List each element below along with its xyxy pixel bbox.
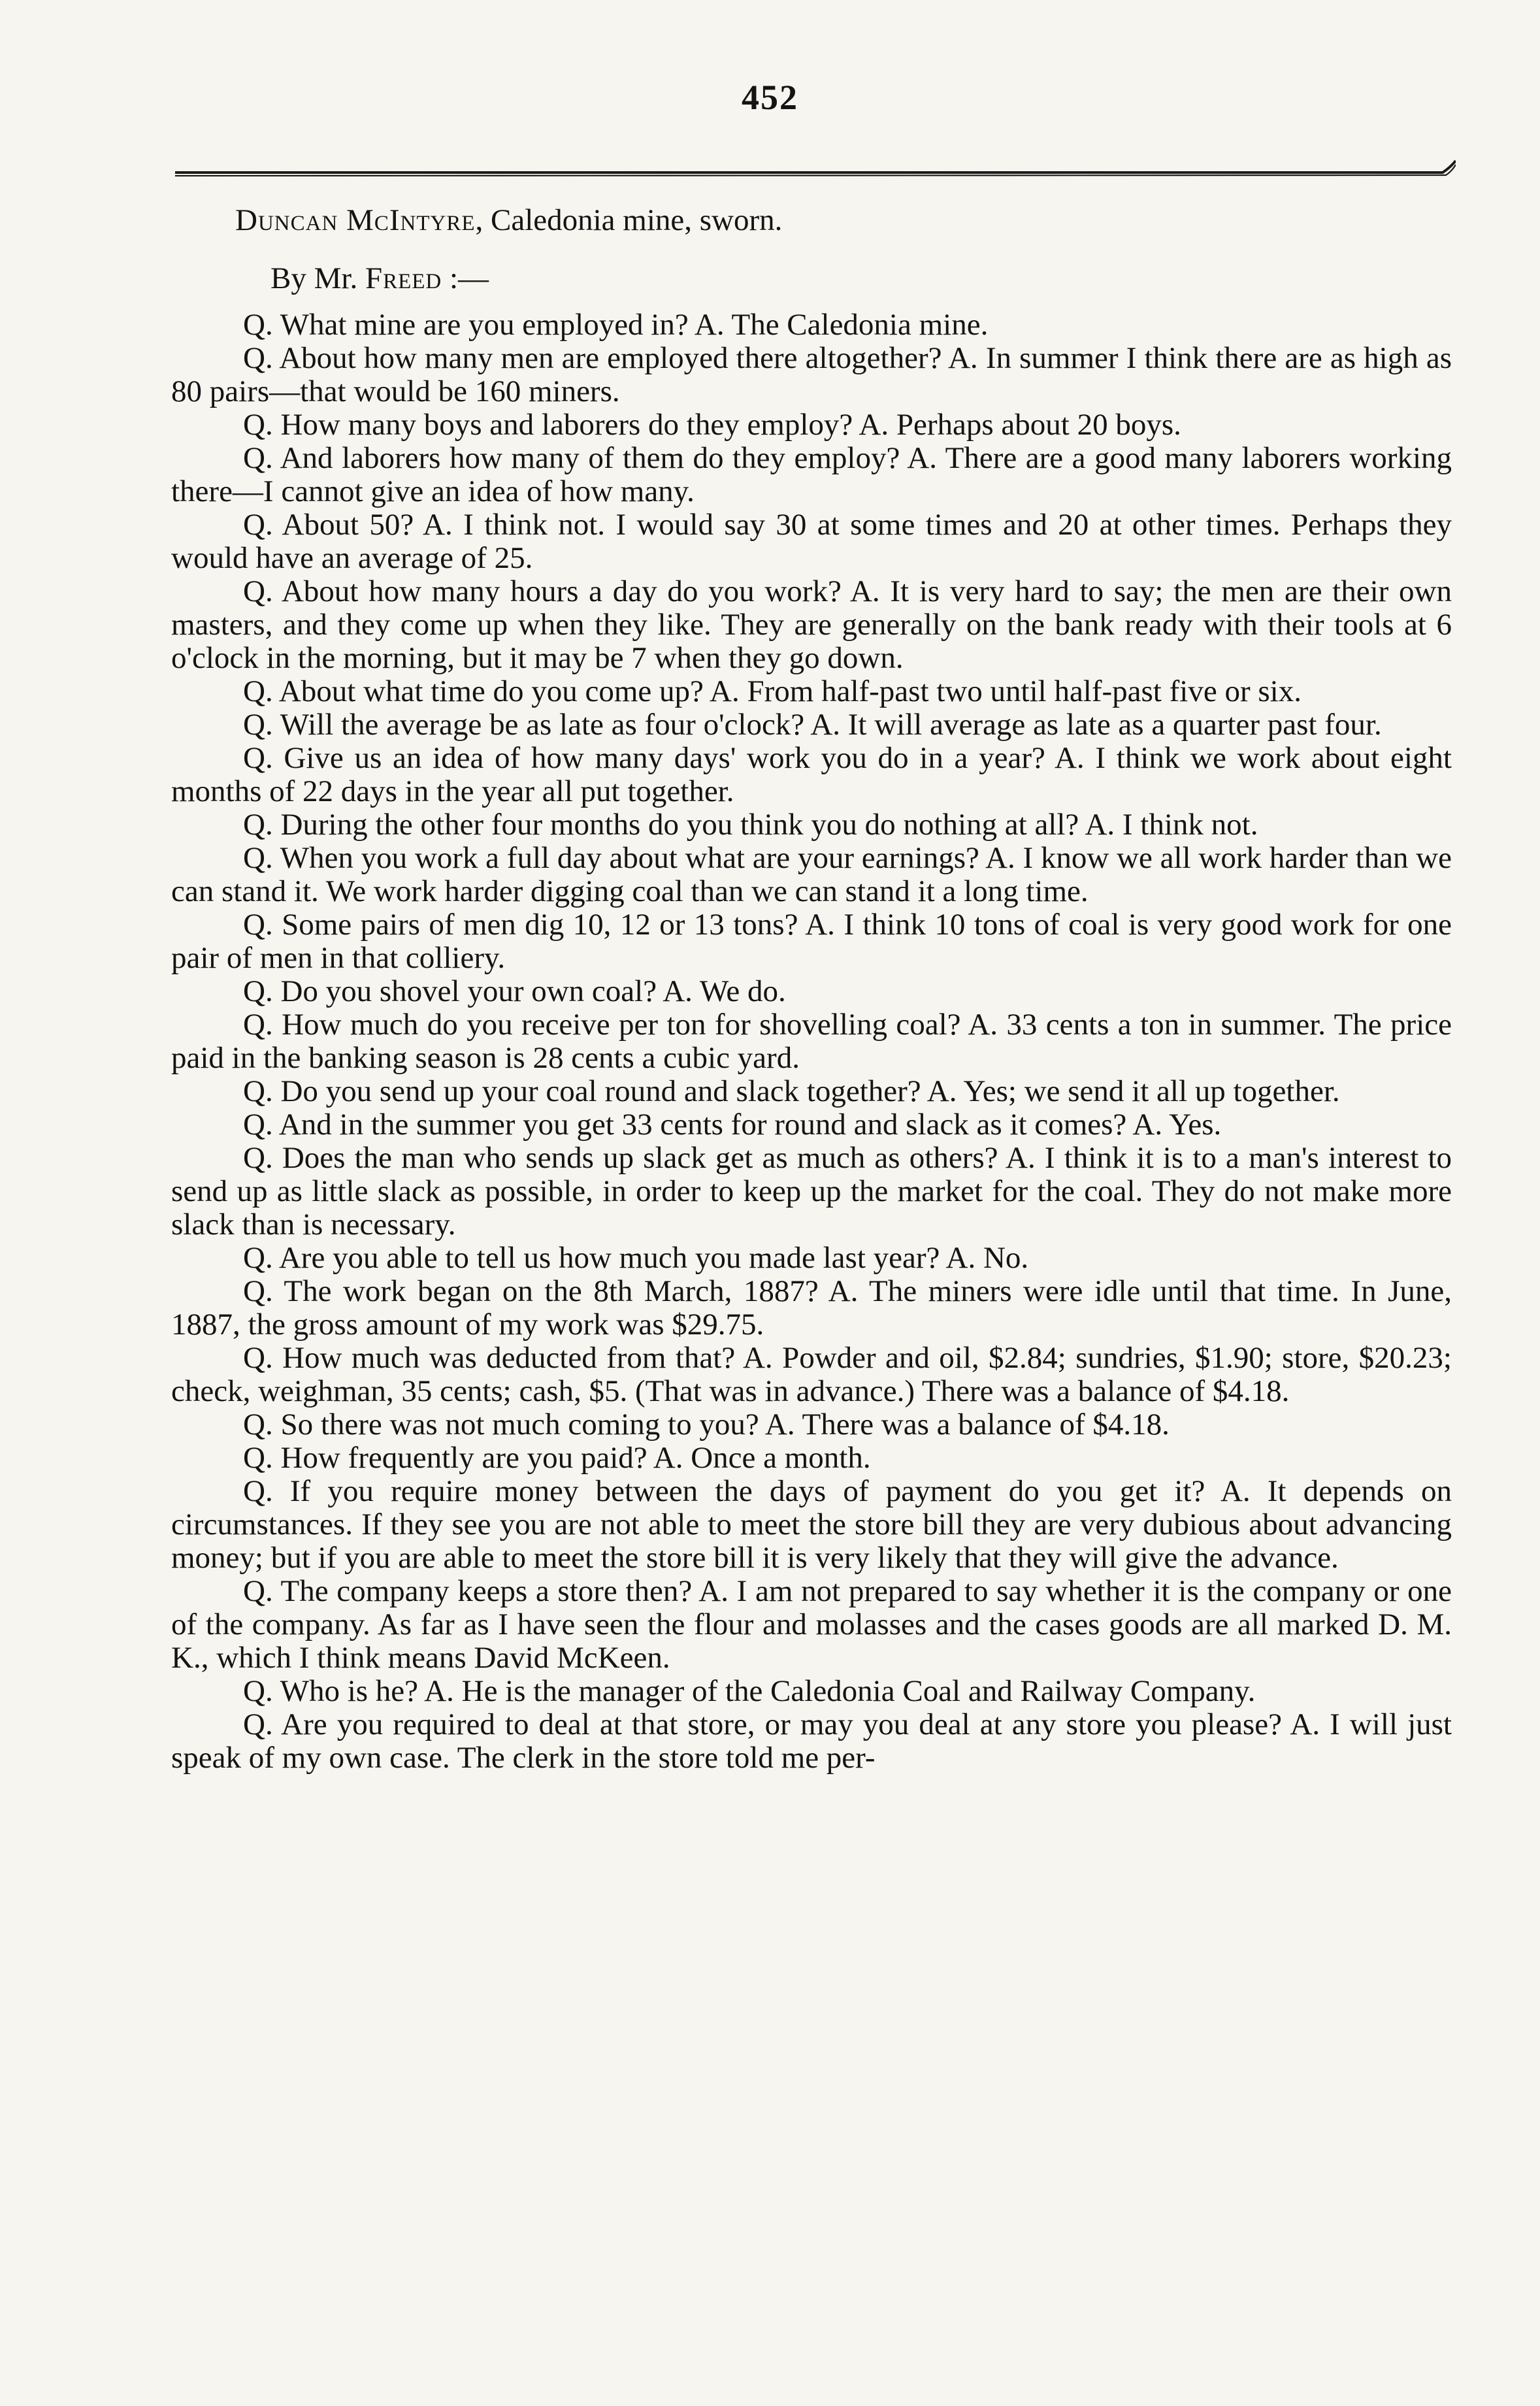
witness-details: , Caledonia mine, sworn. [475, 203, 783, 237]
testimony-paragraph: Q. How much was deducted from that? A. Powder and oil, $2.84; sundries, $1.90; store, $20.23; check, weighman, 35 cents; cash, $5. (That was in advance.) There was a balance of $4.18. [171, 1341, 1452, 1408]
testimony-paragraph: Q. Are you required to deal at that store, or may you deal at any store you please? A. I will just speak of my own case. The clerk in the store told me per- [171, 1707, 1452, 1775]
examiner-name: Freed [365, 261, 442, 295]
testimony-paragraph: Q. The company keeps a store then? A. I am not prepared to say whether it is the company or one of the company. As far as I have seen the flour and molasses and the cases goods are all marked D. M. K., which I think means David McKeen. [171, 1574, 1452, 1675]
testimony-paragraph: Q. If you require money between the days of payment do you get it? A. It depends on circumstances. If they see you are not able to meet the store bill they are very dubious about advancing money; but if you are able to meet the store bill it is very likely that they will give the advance. [171, 1474, 1452, 1575]
testimony-paragraph: Q. How much do you receive per ton for shovelling coal? A. 33 cents a ton in summer. The price paid in the banking season is 28 cents a cubic yard. [171, 1008, 1452, 1075]
testimony-paragraph: Q. How frequently are you paid? A. Once a month. [243, 1441, 871, 1475]
testimony-paragraph: Q. During the other four months do you think you do nothing at all? A. I think not. [243, 808, 1258, 842]
witness-heading [235, 204, 1452, 237]
header-rule [175, 156, 1456, 180]
testimony-paragraph: Q. When you work a full day about what are your earnings? A. I know we all work harder than we can stand it. We work harder digging coal than we can stand it a long time. [171, 841, 1452, 908]
testimony-paragraph: Q. What mine are you employed in? A. The Caledonia mine. [243, 308, 989, 342]
page-body [171, 204, 1452, 1775]
testimony-paragraph: Q. So there was not much coming to you? A. There was a balance of $4.18. [243, 1408, 1170, 1442]
examiner-prefix: By Mr. [270, 261, 365, 295]
testimony-paragraph: Q. How many boys and laborers do they employ? A. Perhaps about 20 boys. [243, 408, 1181, 442]
testimony-paragraph: Q. About 50? A. I think not. I would say 30 at some times and 20 at other times. Perhaps they would have an average of 25. [171, 508, 1452, 575]
testimony-paragraph: Q. Do you send up your coal round and slack together? A. Yes; we send it all up together. [243, 1074, 1340, 1108]
examiner-suffix: :— [442, 261, 489, 295]
testimony-paragraph: Q. About how many men are employed there altogether? A. In summer I think there are as high as 80 pairs—that would be 160 miners. [171, 341, 1452, 408]
page-number: 452 [742, 78, 798, 117]
testimony-paragraph: Q. Will the average be as late as four o'clock? A. It will average as late as a quarter past four. [243, 708, 1382, 742]
testimony-paragraph: Q. Who is he? A. He is the manager of the Caledonia Coal and Railway Company. [243, 1674, 1256, 1708]
testimony-paragraph: Q. The work began on the 8th March, 1887? A. The miners were idle until that time. In June, 1887, the gross amount of my work was $29.75. [171, 1274, 1452, 1342]
testimony-paragraph: Q. And in the summer you get 33 cents for round and slack as it comes? A. Yes. [243, 1108, 1222, 1142]
testimony-paragraph: Q. Some pairs of men dig 10, 12 or 13 tons? A. I think 10 tons of coal is very good work for one pair of men in that colliery. [171, 908, 1452, 975]
testimony-paragraph: Q. About how many hours a day do you work? A. It is very hard to say; the men are their own masters, and they come up when they like. They are generally on the bank ready with their tools at 6 o'clock in the morning, but it may be 7 when they go down. [171, 574, 1452, 675]
testimony-paragraph: Q. Are you able to tell us how much you made last year? A. No. [243, 1241, 1029, 1275]
testimony-paragraph: Q. About what time do you come up? A. From half-past two until half-past five or six. [243, 674, 1302, 708]
witness-name: Duncan McIntyre [235, 203, 476, 237]
examiner-line [270, 262, 1452, 295]
testimony-paragraph: Q. Give us an idea of how many days' work you do in a year? A. I think we work about eight months of 22 days in the year all put together. [171, 741, 1452, 808]
testimony-paragraph: Q. Does the man who sends up slack get as much as others? A. I think it is to a man's interest to send up as little slack as possible, in order to keep up the market for the coal. They do not make more slack than is necessary. [171, 1141, 1452, 1242]
testimony-paragraph: Q. And laborers how many of them do they employ? A. There are a good many laborers working there—I cannot give an idea of how many. [171, 441, 1452, 508]
testimony-paragraph: Q. Do you shovel your own coal? A. We do. [243, 974, 786, 1008]
